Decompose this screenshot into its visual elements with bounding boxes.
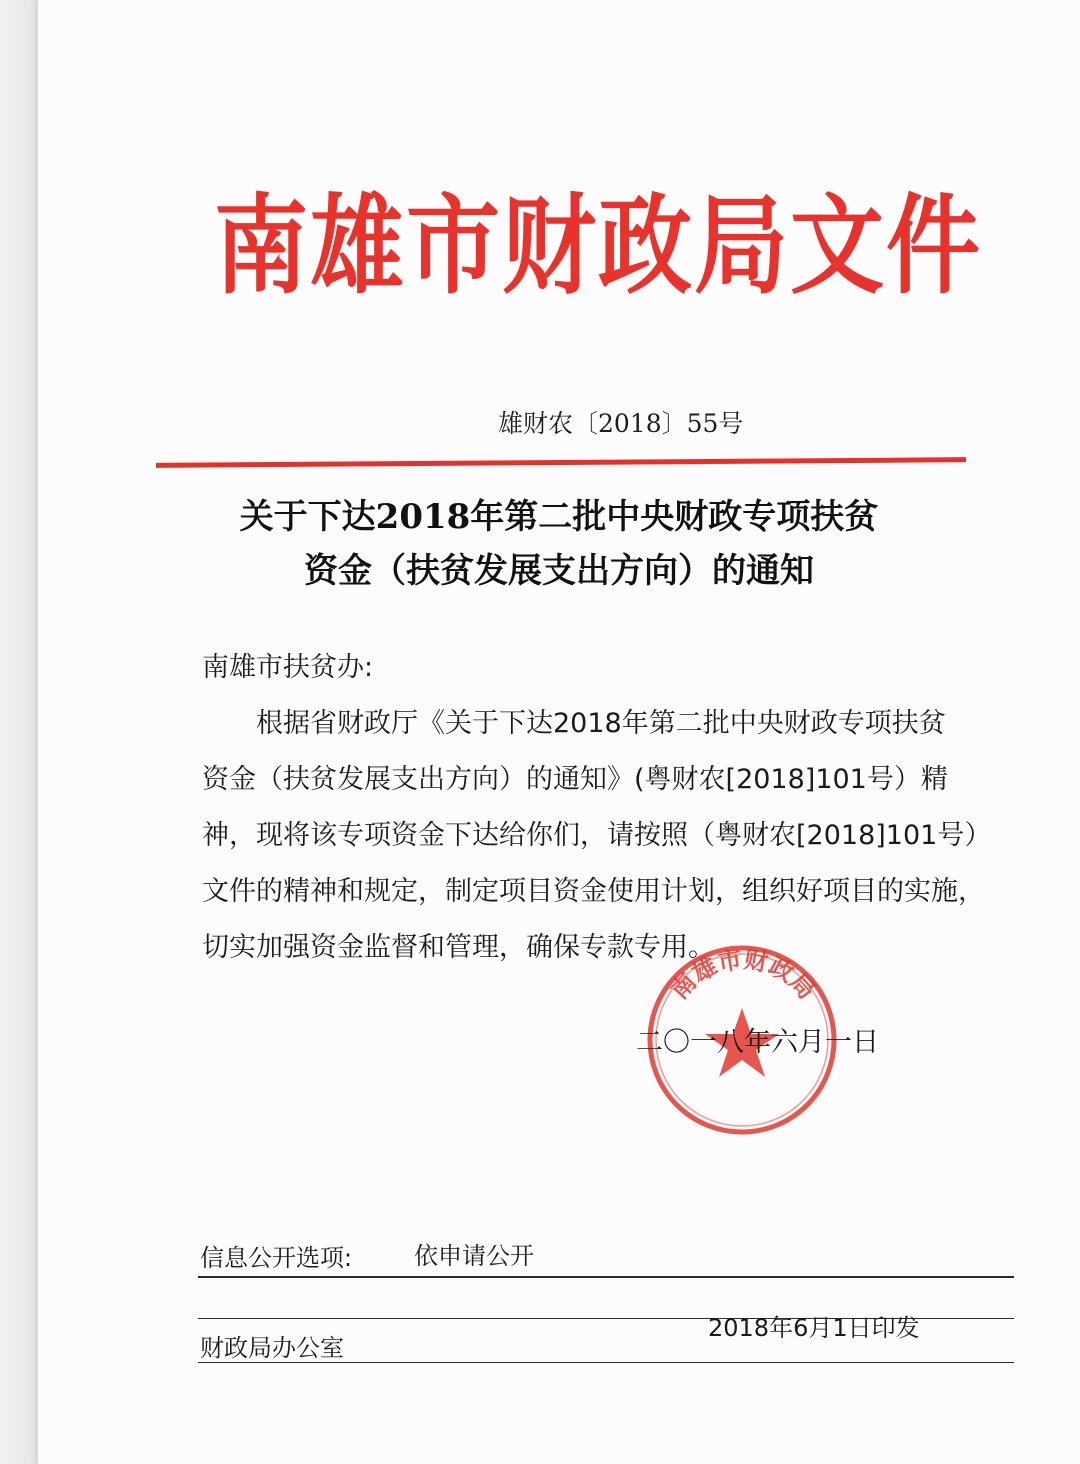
document-page [38,0,1080,1464]
notice-title-line-1: 关于下达2018年第二批中央财政专项扶贫 [239,497,879,537]
document-header-title: 南雄市财政局文件 [214,185,983,310]
body-line-4: 文件的精神和规定，制定项目资金使用计划，组织好项目的实施， [202,876,985,907]
red-separator-line [156,457,966,468]
document-number: 雄财农〔2018〕55号 [498,409,744,438]
notice-body [202,640,992,976]
body-line-1: 根据省财政厅《关于下达2018年第二批中央财政专项扶贫 [256,708,946,739]
seal-text: 南雄市财政局 [665,945,821,1005]
disclosure-value: 依申请公开 [414,1242,534,1270]
salutation: 南雄市扶贫办: [202,652,374,683]
body-line-5: 切实加强资金监督和管理，确保专款专用。 [202,932,715,963]
signature-date: 二〇一八年六月一日 [636,1027,879,1058]
issue-date: 2018年6月1日印发 [708,1314,920,1342]
notice-title-line-2: 资金（扶贫发展支出方向）的通知 [304,551,814,591]
issuing-office: 财政局办公室 [200,1334,344,1362]
notice-title [38,490,1080,598]
footer-rule-bottom [198,1362,1014,1363]
scan-left-margin [0,0,38,1464]
disclosure-label: 信息公开选项: [200,1244,353,1272]
footer-rule-top [198,1276,1014,1278]
body-line-2: 资金（扶贫发展支出方向）的通知》(粤财农[2018]101号）精 [202,764,948,795]
body-line-3: 神，现将该专项资金下达给你们，请按照（粤财农[2018]101号） [202,820,992,851]
